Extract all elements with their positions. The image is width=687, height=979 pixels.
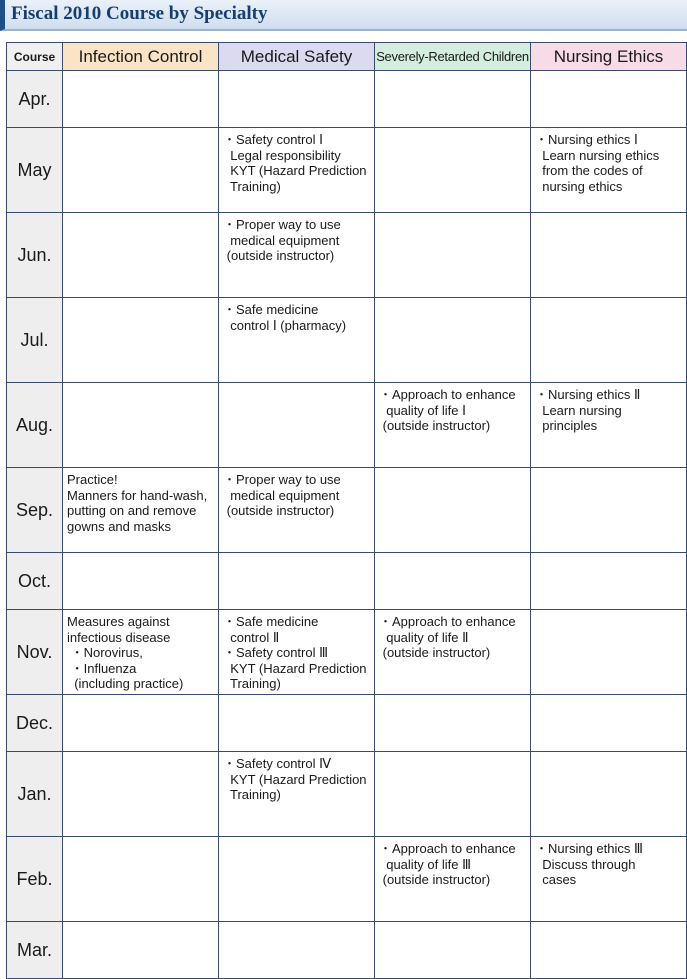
course-line: Learn nursing ethics [535, 147, 660, 163]
month-cell: Oct. [7, 553, 63, 610]
course-cell-medical [219, 383, 375, 468]
course-cell-severe [375, 128, 531, 213]
course-line: KYT (Hazard Prediction [223, 660, 367, 676]
course-cell-medical [219, 71, 375, 128]
course-cell-severe [375, 71, 531, 128]
course-line: nursing ethics [535, 178, 623, 194]
table-row [7, 553, 687, 610]
table-row [7, 610, 687, 695]
course-line: ・Nursing ethics Ⅲ [535, 841, 643, 856]
course-line: ・Proper way to use [223, 472, 341, 487]
table-row [7, 383, 687, 468]
course-line: Manners for hand-wash, [67, 487, 208, 503]
month-cell: Aug. [7, 383, 63, 468]
course-cell-severe [375, 695, 531, 752]
course-line: Training) [223, 787, 281, 802]
month-cell: Jan. [7, 752, 63, 837]
course-cell-infection [63, 610, 219, 695]
table-row [7, 837, 687, 922]
course-line: Discuss through [535, 856, 636, 872]
course-cell-infection [63, 128, 219, 213]
course-line: (outside instructor) [223, 503, 335, 518]
course-cell-ethics [531, 610, 687, 695]
course-cell-ethics [531, 553, 687, 610]
table-row [7, 298, 687, 383]
course-line: (outside instructor) [379, 418, 491, 433]
course-line: KYT (Hazard Prediction [223, 771, 367, 787]
course-cell-ethics [531, 71, 687, 128]
course-line: ・Nursing ethics Ⅰ [535, 132, 638, 147]
course-line: quality of life Ⅰ [379, 402, 466, 418]
month-cell: Mar. [7, 922, 63, 979]
course-cell-infection [63, 922, 219, 979]
header-course: Course [7, 43, 63, 71]
course-line: control Ⅱ [223, 629, 280, 645]
course-cell-medical [219, 468, 375, 553]
course-cell-ethics [531, 752, 687, 837]
header-nursing-ethics: Nursing Ethics [531, 43, 687, 71]
course-line: principles [535, 418, 598, 433]
course-line: ・Safety control Ⅰ [223, 132, 323, 147]
month-cell: May [7, 128, 63, 213]
course-cell-medical [219, 752, 375, 837]
header-medical-safety: Medical Safety [219, 43, 375, 71]
course-cell-severe [375, 610, 531, 695]
table-row [7, 695, 687, 752]
course-cell-ethics [531, 922, 687, 979]
month-cell: Feb. [7, 837, 63, 922]
course-line: ・Safety control Ⅳ [223, 756, 332, 771]
course-cell-severe [375, 752, 531, 837]
month-cell: Nov. [7, 610, 63, 695]
course-cell-severe [375, 837, 531, 922]
course-cell-medical [219, 213, 375, 298]
course-line: Measures against [67, 614, 170, 629]
course-cell-ethics [531, 383, 687, 468]
course-cell-severe [375, 298, 531, 383]
table-row [7, 71, 687, 128]
course-line: infectious disease [67, 629, 171, 645]
course-cell-infection [63, 752, 219, 837]
month-cell: Jun. [7, 213, 63, 298]
month-cell: Jul. [7, 298, 63, 383]
course-line: (outside instructor) [379, 872, 491, 887]
course-line: ・Influenza [67, 660, 137, 676]
course-cell-severe [375, 213, 531, 298]
course-cell-medical [219, 553, 375, 610]
course-cell-severe [375, 383, 531, 468]
course-line: putting on and remove [67, 503, 197, 518]
course-line: ・Safe medicine [223, 614, 319, 629]
course-cell-ethics [531, 213, 687, 298]
course-cell-severe [375, 922, 531, 979]
course-line: Learn nursing [535, 402, 622, 418]
table-row [7, 468, 687, 553]
course-line: ・Approach to enhance [379, 387, 516, 402]
course-cell-medical [219, 837, 375, 922]
course-cell-ethics [531, 128, 687, 213]
course-cell-medical [219, 610, 375, 695]
header-infection-control: Infection Control [63, 43, 219, 71]
course-cell-ethics [531, 298, 687, 383]
table-row [7, 213, 687, 298]
course-cell-infection [63, 383, 219, 468]
course-line: ・Safety control Ⅲ [223, 645, 329, 660]
course-line: ・Norovirus, [67, 645, 143, 660]
course-cell-infection [63, 71, 219, 128]
course-line: (outside instructor) [223, 248, 335, 263]
course-line: control Ⅰ (pharmacy) [223, 317, 347, 333]
course-cell-ethics [531, 837, 687, 922]
course-line: from the codes of [535, 163, 643, 178]
course-cell-medical [219, 695, 375, 752]
month-cell: Dec. [7, 695, 63, 752]
course-cell-infection [63, 695, 219, 752]
header-row [7, 43, 687, 71]
title-bar [0, 0, 687, 31]
course-cell-ethics [531, 695, 687, 752]
course-line: ・Proper way to use [223, 217, 341, 232]
course-line: Legal responsibility [223, 147, 341, 163]
course-line: ・Approach to enhance [379, 841, 516, 856]
course-line: gowns and masks [67, 518, 172, 534]
course-cell-infection [63, 298, 219, 383]
course-line: Training) [223, 178, 281, 194]
table-row [7, 752, 687, 837]
header-severely-retarded-children: Severely-Retarded Children [375, 43, 531, 71]
schedule-body [7, 71, 687, 979]
course-cell-severe [375, 468, 531, 553]
course-line: cases [535, 872, 577, 887]
course-line: KYT (Hazard Prediction [223, 163, 367, 178]
course-line: Practice! [67, 472, 118, 487]
course-cell-medical [219, 298, 375, 383]
course-line: quality of life Ⅱ [379, 629, 469, 645]
course-line: medical equipment [223, 232, 340, 248]
course-cell-infection [63, 837, 219, 922]
course-cell-infection [63, 468, 219, 553]
course-cell-infection [63, 553, 219, 610]
course-line: ・Approach to enhance [379, 614, 516, 629]
course-line: quality of life Ⅲ [379, 856, 472, 872]
page-title: Fiscal 2010 Course by Specialty [11, 3, 268, 24]
course-cell-ethics [531, 468, 687, 553]
course-cell-medical [219, 922, 375, 979]
month-cell: Apr. [7, 71, 63, 128]
course-line: (outside instructor) [379, 645, 491, 660]
course-line: ・Nursing ethics Ⅱ [535, 387, 641, 402]
course-line: ・Safe medicine [223, 302, 319, 317]
course-schedule-table [6, 42, 687, 979]
course-line: Training) [223, 676, 281, 691]
course-cell-infection [63, 213, 219, 298]
month-cell: Sep. [7, 468, 63, 553]
table-row [7, 128, 687, 213]
course-line: (including practice) [67, 676, 184, 691]
course-cell-medical [219, 128, 375, 213]
course-line: medical equipment [223, 487, 340, 503]
table-row [7, 922, 687, 979]
course-cell-severe [375, 553, 531, 610]
